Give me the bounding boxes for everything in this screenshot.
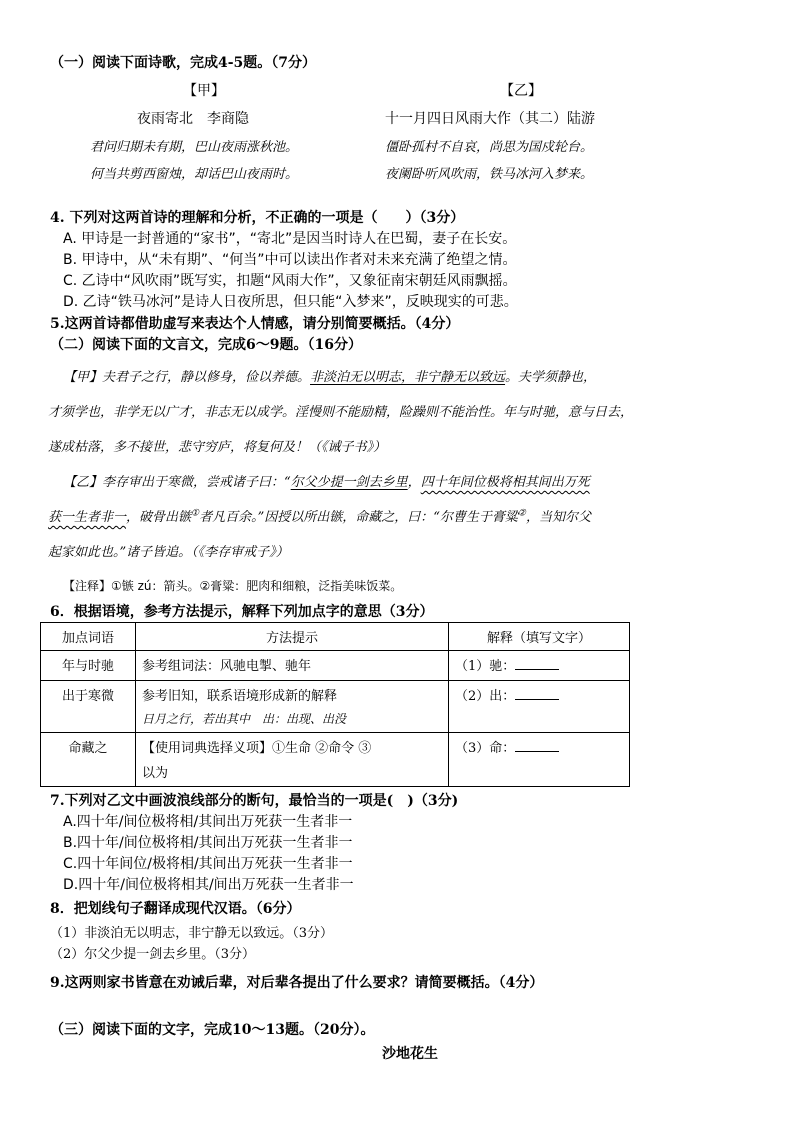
q8-sentence-1: （1）非淡泊无以明志，非宁静无以致远。（3分） xyxy=(50,926,334,941)
answer-blank[interactable] xyxy=(515,738,559,752)
q4-option-a: A. 甲诗是一封普通的“家书”，“寄北”是因当时诗人在巴蜀，妻子在长安。 xyxy=(63,231,517,247)
article-title: 沙地花生 xyxy=(382,1046,438,1062)
section3-heading: （三）阅读下面的文字，完成10～13题。（20分）。 xyxy=(50,1022,375,1038)
q6-table xyxy=(40,622,630,787)
poem-a-line1: 君问归期未有期，巴山夜雨涨秋池。 xyxy=(90,140,299,155)
text-a-line2: 才须学也，非学无以广才，非志无以成学。淫慢则不能励精，险躁则不能治性。年与时驰，意与日去， xyxy=(48,405,634,420)
poem-a-title: 夜雨寄北 李商隐 xyxy=(137,111,249,127)
table-cell-word: 年与时驰 xyxy=(41,651,136,681)
table-cell-answer: （1）驰： xyxy=(449,651,630,681)
text-a-line3: 遂成枯落，多不接世，悲守穷庐，将复何及！（《诫子书》） xyxy=(48,440,387,455)
table-cell-answer: （3）命： xyxy=(449,733,630,787)
table-header: 方法提示 xyxy=(136,623,449,651)
q8-sentence-2: （2）尔父少提一剑去乡里。（3分） xyxy=(50,947,256,962)
poem-b-line1: 僵卧孤村不自哀，尚思为国戍轮台。 xyxy=(385,140,594,155)
table-header: 加点词语 xyxy=(41,623,136,651)
table-row xyxy=(41,651,630,681)
q7-stem: 7.下列对乙文中画波浪线部分的断句，最恰当的一项是( )（3分) xyxy=(50,793,459,809)
q5-stem: 5.这两首诗都借助虚写来表达个人情感，请分别简要概括。（4分） xyxy=(50,316,460,332)
section2-heading: （二）阅读下面的文言文，完成6～9题。（16分） xyxy=(50,337,362,353)
poem-b-tag: 【乙】 xyxy=(500,83,542,99)
q7-option-c: C.四十年间位/极将相/其间出万死获一生者非一 xyxy=(63,856,353,872)
poem-b-title: 十一月四日风雨大作（其二）陆游 xyxy=(385,111,595,127)
wavy-sentence-part1: 四十年间位极将相其间出万死 xyxy=(420,475,590,490)
table-cell-answer: （2）出： xyxy=(449,681,630,733)
q4-stem: 4. 下列对这两首诗的理解和分析，不正确的一项是（ ）（3分） xyxy=(50,210,465,226)
table-row xyxy=(41,681,630,733)
footnote-marker-1: ① xyxy=(191,508,200,519)
table-cell-word: 命藏之 xyxy=(41,733,136,787)
answer-blank[interactable] xyxy=(515,686,559,700)
q7-option-a: A.四十年/间位极将相/其间出万死获一生者非一 xyxy=(63,814,353,830)
text-b-line3: 起家如此也。”诸子皆追。（《李存审戒子》） xyxy=(48,545,289,560)
q9-stem: 9.这两则家书皆意在劝诫后辈，对后辈各提出了什么要求？请简要概括。（4分） xyxy=(50,975,544,991)
q6-stem: 6．根据语境，参考方法提示，解释下列加点字的意思（3分） xyxy=(50,604,434,620)
answer-blank[interactable] xyxy=(515,656,559,670)
poem-a-line2: 何当共剪西窗烛，却话巴山夜雨时。 xyxy=(90,167,299,182)
table-cell-word: 出于寒微 xyxy=(41,681,136,733)
table-row xyxy=(41,733,630,787)
wavy-sentence-part2: 获一生者非一 xyxy=(48,510,127,525)
table-cell-hint: 参考组词法：风驰电掣、驰年 xyxy=(136,651,449,681)
text-b-line1: 【乙】李存审出于寒微，尝戒诸子曰：“尔父少提一剑去乡里，四十年间位极将相其间出万死 xyxy=(63,475,590,490)
annotation-notes: 【注释】①镞 zú：箭头。②膏粱：肥肉和细粮，泛指美味饭菜。 xyxy=(63,579,403,593)
text-a-line1: 【甲】夫君子之行，静以修身，俭以养德。非淡泊无以明志，非宁静无以致远。夫学须静也， xyxy=(63,370,597,385)
underlined-sentence-2: 尔父少提一剑去乡里 xyxy=(290,475,408,490)
q7-option-b: B.四十年/间位极将相/其间出万死获一生者非一 xyxy=(63,835,353,851)
q4-option-c: C. 乙诗中“风吹雨”既写实，扣题“风雨大作”，又象征南宋朝廷风雨飘摇。 xyxy=(63,273,517,289)
q7-option-d: D.四十年/间位极将相其/间出万死获一生者非一 xyxy=(63,877,354,893)
section1-heading: （一）阅读下面诗歌，完成4-5题。（7分） xyxy=(50,55,317,71)
underlined-sentence-1: 非淡泊无以明志，非宁静无以致远 xyxy=(310,370,506,385)
poem-b-line2: 夜阑卧听风吹雨，铁马冰河入梦来。 xyxy=(385,167,594,182)
footnote-marker-2: ② xyxy=(517,508,526,519)
text-b-line2: 获一生者非一，破骨出镞①者凡百余。”因授以所出镞，命藏之，曰：“尔曹生于膏粱②，当知尔父 xyxy=(48,508,591,525)
table-cell-hint: 【使用词典选择义项】①生命 ②命令 ③ 以为 xyxy=(136,733,449,787)
poem-a-tag: 【甲】 xyxy=(183,83,225,99)
table-header: 解释（填写文字） xyxy=(449,623,630,651)
q4-option-b: B. 甲诗中，从“未有期”、“何当”中可以读出作者对未来充满了绝望之情。 xyxy=(63,252,517,268)
table-cell-hint: 参考旧知，联系语境形成新的解释 日月之行，若出其中 出：出现、出没 xyxy=(136,681,449,733)
q8-stem: 8．把划线句子翻译成现代汉语。（6分） xyxy=(50,901,301,917)
q4-option-d: D. 乙诗“铁马冰河”是诗人日夜所思，但只能“入梦来”，反映现实的可悲。 xyxy=(63,294,518,310)
